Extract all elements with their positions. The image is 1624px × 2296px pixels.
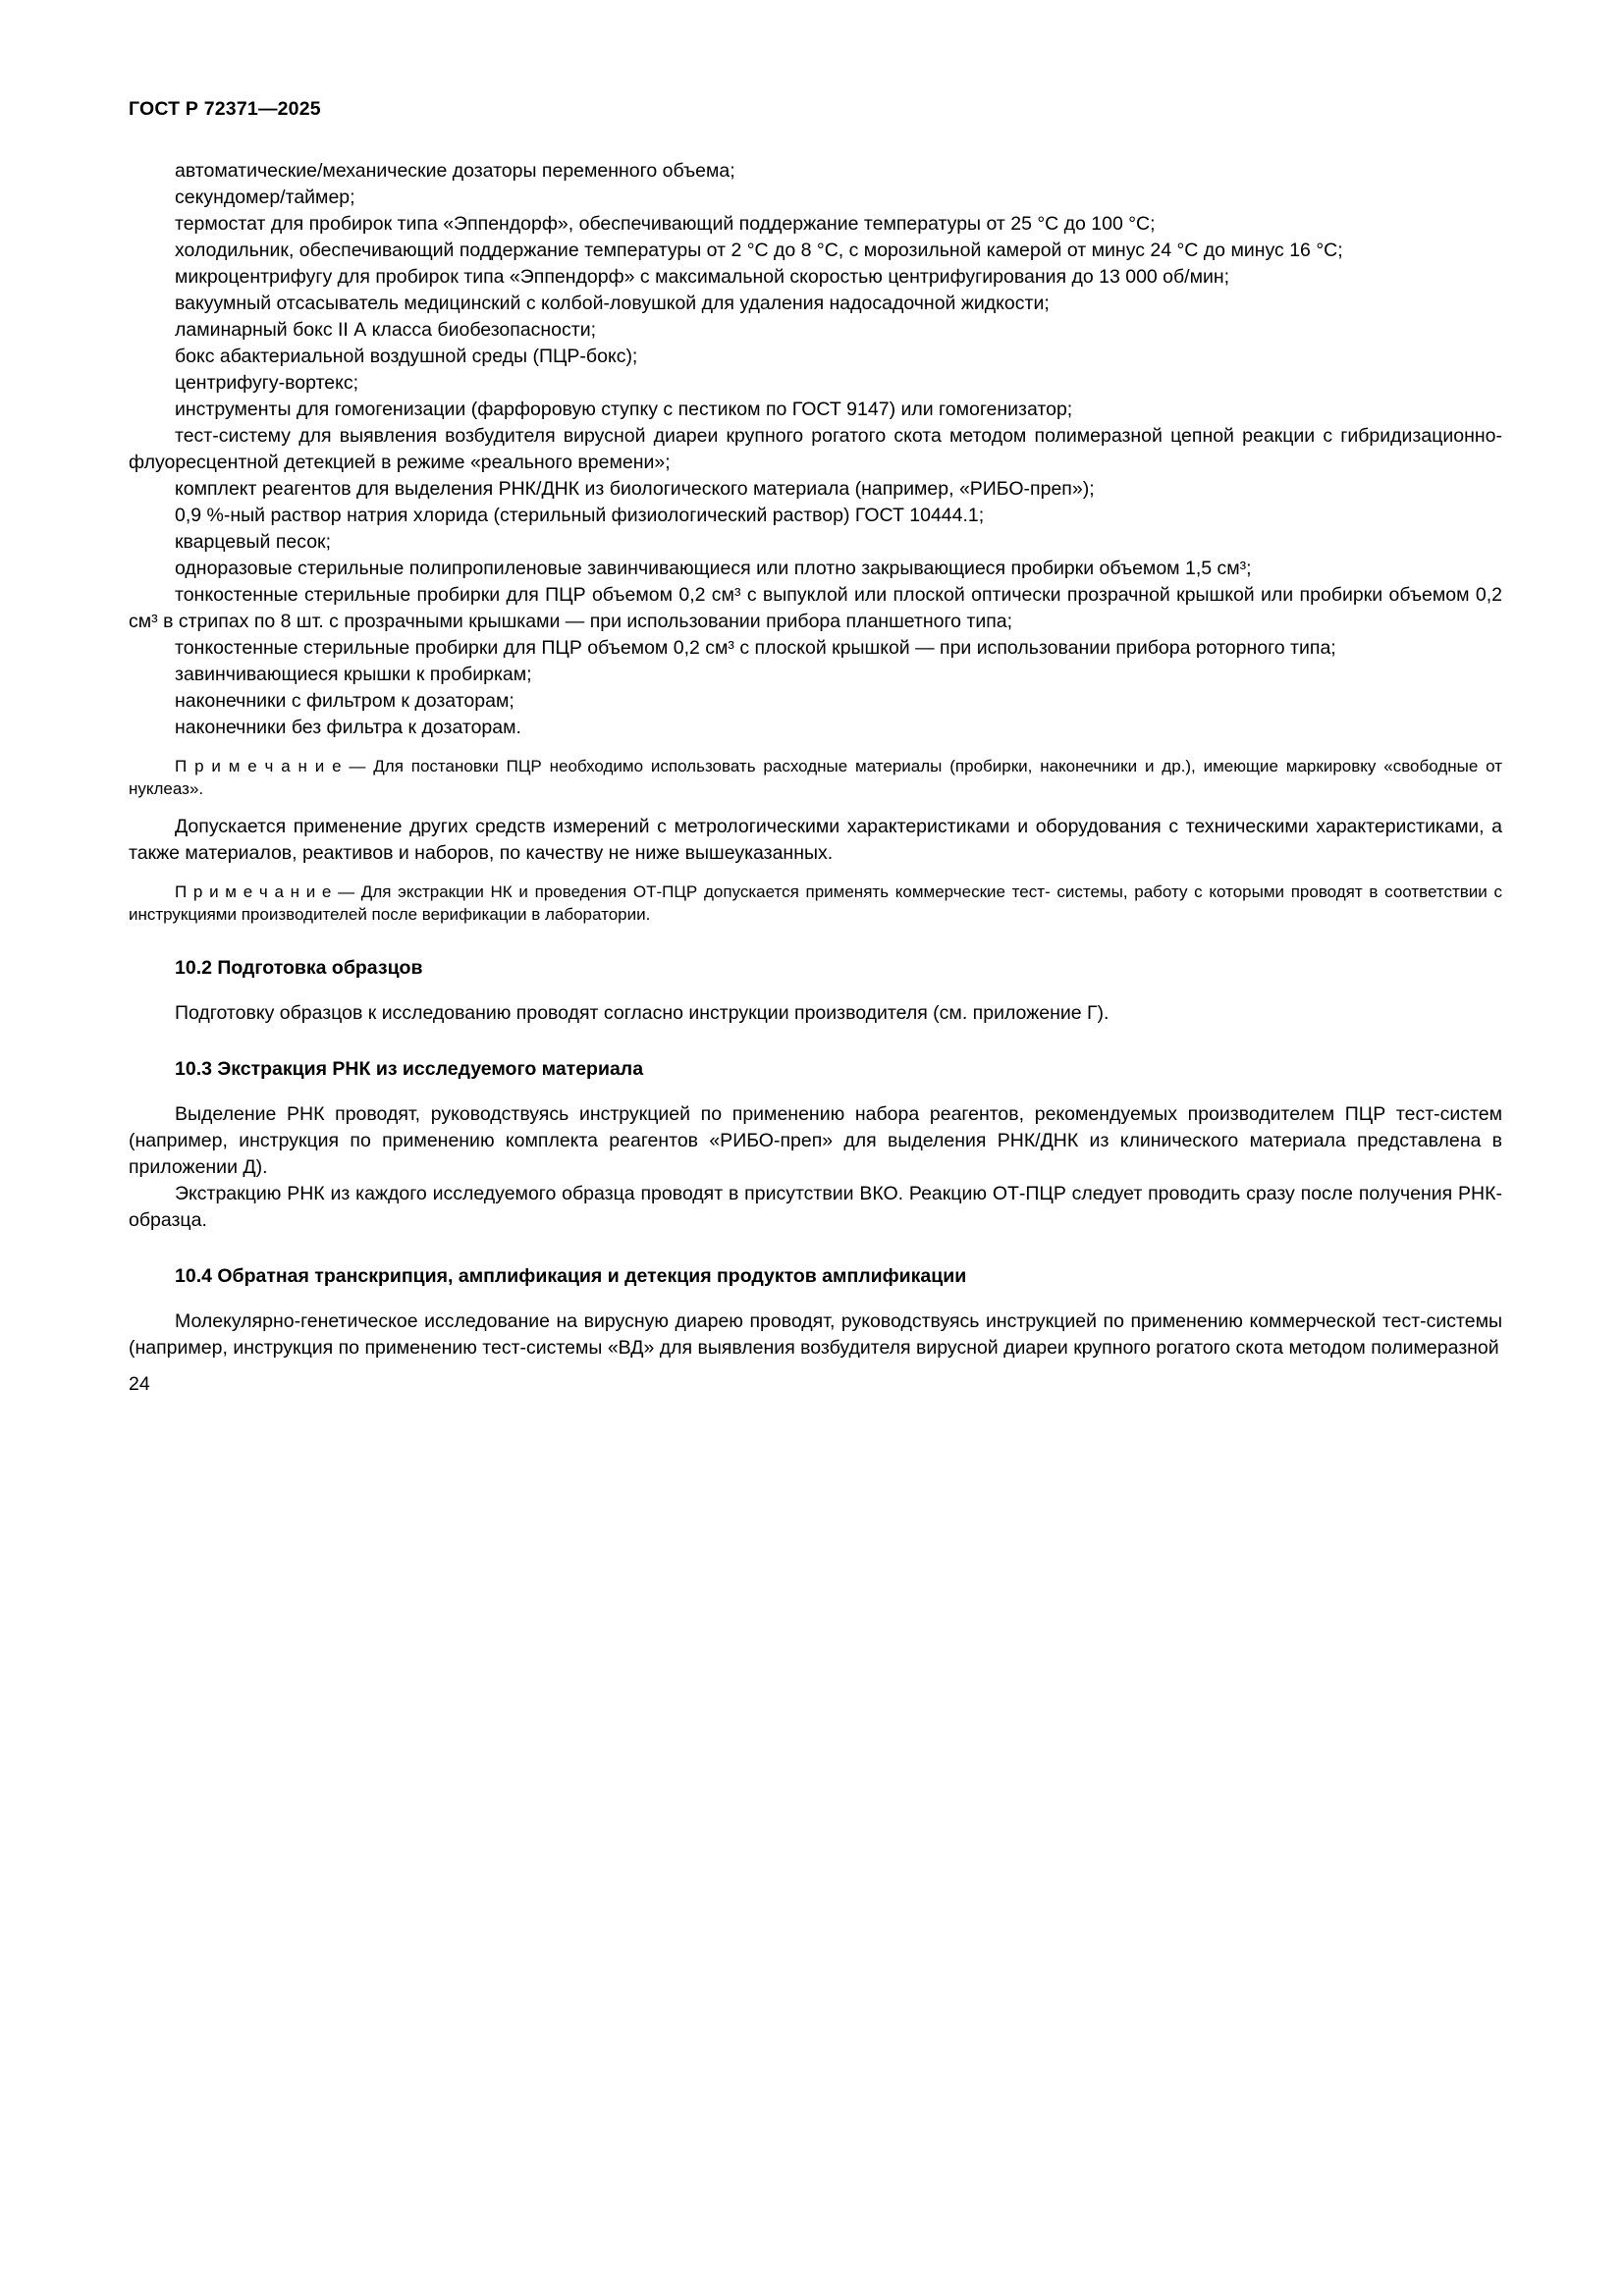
section-heading: 10.3 Экстракция РНК из исследуемого материала: [175, 1058, 644, 1081]
page-number: 24: [129, 1373, 150, 1396]
body-paragraph: центрифугу-вортекс;: [175, 372, 359, 394]
note-paragraph: П р и м е ч а н и е — Для экстракции НК и проведения ОТ-ПЦР допускается применять коммерческие тест- системы, работу с которыми проводят в соответствии с инструкциями производителей после верификации в лаборатории.: [129, 882, 1502, 925]
body-paragraph: тонкостенные стерильные пробирки для ПЦР объемом 0,2 см³ с выпуклой или плоской оптически прозрачной крышкой или пробирки объемом 0,2 см³ в стрипах по 8 шт. с прозрачными крышками — при использовании прибора планшетного типа;: [129, 584, 1502, 632]
body-paragraph: инструменты для гомогенизации (фарфоровую ступку с пестиком по ГОСТ 9147) или гомогенизатор;: [175, 399, 1073, 420]
body-paragraph: микроцентрифугу для пробирок типа «Эппендорф» с максимальной скоростью центрифугирования до 13 000 об/мин;: [175, 266, 1230, 288]
section-heading: 10.4 Обратная транскрипция, амплификация и детекция продуктов амплификации: [175, 1265, 967, 1288]
body-paragraph: тонкостенные стерильные пробирки для ПЦР объемом 0,2 см³ с плоской крышкой — при использовании прибора роторного типа;: [175, 637, 1336, 659]
body-paragraph: Выделение РНК проводят, руководствуясь инструкцией по применению набора реагентов, рекомендуемых производителем ПЦР тест-систем (например, инструкция по применению комплекта реагентов «РИБО-преп» для выделения РНК/ДНК из клинического материала представлена в приложении Д).: [129, 1103, 1502, 1179]
body-paragraph: кварцевый песок;: [175, 531, 332, 553]
body-paragraph: Подготовку образцов к исследованию проводят согласно инструкции производителя (см. приложение Г).: [175, 1002, 1110, 1025]
body-paragraph: 0,9 %-ный раствор натрия хлорида (стерильный физиологический раствор) ГОСТ 10444.1;: [175, 505, 985, 526]
body-paragraph: одноразовые стерильные полипропиленовые завинчивающиеся или плотно закрывающиеся пробирки объемом 1,5 см³;: [175, 558, 1252, 579]
body-paragraph: наконечники без фильтра к дозаторам.: [175, 717, 521, 738]
body-paragraph: завинчивающиеся крышки к пробиркам;: [175, 664, 532, 685]
body-paragraph: наконечники с фильтром к дозаторам;: [175, 690, 514, 712]
body-paragraph: термостат для пробирок типа «Эппендорф», обеспечивающий поддержание температуры от 25 °C до 100 °C;: [175, 213, 1156, 235]
body-paragraph: бокс абактериальной воздушной среды (ПЦР-бокс);: [175, 346, 638, 367]
body-paragraph: Молекулярно-генетическое исследование на вирусную диарею проводят, руководствуясь инструкцией по применению коммерческой тест-системы (например, инструкция по применению тест-системы «ВД» для выявления возбудителя вирусной диареи крупного рогатого скота методом полимеразной: [129, 1310, 1502, 1360]
body-paragraph: комплект реагентов для выделения РНК/ДНК из биологического материала (например, «РИБО-преп»);: [175, 478, 1095, 500]
section-heading: 10.2 Подготовка образцов: [175, 957, 423, 980]
body-paragraph: ламинарный бокс II А класса биобезопасности;: [175, 319, 597, 341]
body-paragraph: Допускается применение других средств измерений с метрологическими характеристиками и оборудования с техническими характеристиками, а также материалов, реактивов и наборов, по качеству не ниже вышеуказанных.: [129, 816, 1502, 865]
body-paragraph: автоматические/механические дозаторы переменного объема;: [175, 160, 735, 182]
document-content: [129, 158, 1502, 1362]
body-paragraph: секундомер/таймер;: [175, 187, 355, 208]
body-paragraph: тест-систему для выявления возбудителя вирусной диареи крупного рогатого скота методом полимеразной цепной реакции с гибридизационно-флуоресцентной детекцией в режиме «реального времени»;: [129, 425, 1502, 473]
document-header-designation: ГОСТ Р 72371—2025: [129, 98, 321, 120]
body-paragraph: холодильник, обеспечивающий поддержание температуры от 2 °C до 8 °C, с морозильной камерой от минус 24 °C до минус 16 °C;: [175, 240, 1343, 261]
body-paragraph: Экстракцию РНК из каждого исследуемого образца проводят в присутствии ВКО. Реакцию ОТ-ПЦР следует проводить сразу после получения РНК-образца.: [129, 1183, 1502, 1232]
body-paragraph: вакуумный отсасыватель медицинский с колбой-ловушкой для удаления надосадочной жидкости;: [175, 293, 1050, 314]
note-paragraph: П р и м е ч а н и е — Для постановки ПЦР необходимо использовать расходные материалы (пробирки, наконечники и др.), имеющие маркировку «свободные от нуклеаз».: [129, 757, 1502, 799]
